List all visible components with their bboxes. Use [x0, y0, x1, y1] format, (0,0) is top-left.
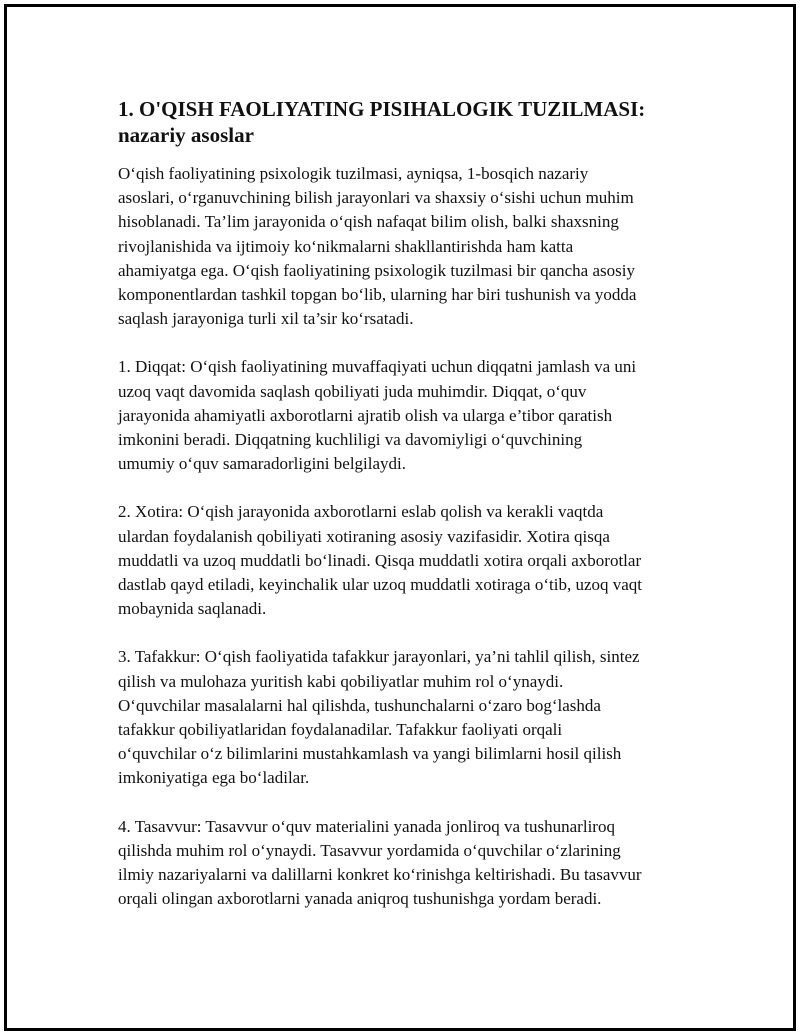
text-line: qilishda muhim rol o‘ynaydi. Tasavvur yordamida o‘quvchilar o‘zlarining — [118, 840, 621, 860]
text-line: muddatli va uzoq muddatli bo‘linadi. Qisqa muddatli xotira orqali axborotlar — [118, 550, 642, 570]
paragraph-tasavvur — [118, 815, 690, 912]
text-line: saqlash jarayoniga turli xil ta’sir ko‘rsatadi. — [118, 309, 414, 329]
text-line: mobaynida saqlanadi. — [118, 599, 267, 619]
text-line: umumiy o‘quv samaradorligini belgilaydi. — [118, 454, 407, 474]
text-line: tafakkur qobiliyatlaridan foydalanadilar. Tafakkur faoliyati orqali — [118, 720, 563, 740]
text-line: asoslari, o‘rganuvchining bilish jarayonlari va shaxsiy o‘sishi uchun muhim — [118, 188, 634, 208]
text-line: ilmiy nazariyalarni va dalillarni konkret ko‘rinishga keltirishadi. Bu tasavvur — [118, 865, 642, 885]
text-line: komponentlardan tashkil topgan bo‘lib, ularning har biri tushunish va yodda — [118, 285, 637, 305]
text-line: ahamiyatga ega. O‘qish faoliyatining psixologik tuzilmasi bir qancha asosiy — [118, 260, 635, 280]
text-line: O‘qish faoliyatining psixologik tuzilmasi, ayniqsa, 1-bosqich nazariy — [118, 164, 589, 183]
text-line: 1. Diqqat: O‘qish faoliyatining muvaffaqiyati uchun diqqatni jamlash va uni — [118, 357, 637, 377]
document-body — [118, 96, 690, 935]
text-line: 4. Tasavvur: Tasavvur o‘quv materialini yanada jonliroq va tushunarliroq — [118, 816, 615, 836]
text-line: imkonini beradi. Diqqatning kuchliligi va davomiyligi o‘quvchining — [118, 430, 583, 450]
paragraph-xotira — [118, 500, 690, 621]
text-line: ulardan foydalanish qobiliyati xotiraning asosiy vazifasidir. Xotira qisqa — [118, 526, 610, 546]
text-line: imkoniyatiga ega bo‘ladilar. — [118, 768, 310, 788]
text-line: 3. Tafakkur: O‘qish faoliyatida tafakkur jarayonlari, ya’ni tahlil qilish, sintez — [118, 647, 640, 667]
title-line: nazariy asoslar — [118, 123, 254, 147]
text-line: o‘quvchilar o‘z bilimlarini mustahkamlash va yangi bilimlarni hosil qilish — [118, 744, 622, 764]
text-line: orqali olingan axborotlarni yanada aniqroq tushunishga yordam beradi. — [118, 889, 602, 909]
title-line: 1. O'QISH FAOLIYATING PISIHALOGIK TUZILMASI: — [118, 97, 646, 121]
paragraph-diqqat — [118, 355, 690, 476]
text-line: dastlab qayd etiladi, keyinchalik ular uzoq muddatli xotiraga o‘tib, uzoq vaqt — [118, 575, 643, 595]
paragraph-tafakkur — [118, 645, 690, 790]
paragraph-intro — [118, 162, 690, 331]
text-line: hisoblanadi. Ta’lim jarayonida o‘qish nafaqat bilim olish, balki shaxsning — [118, 212, 619, 232]
text-line: qilish va mulohaza yuritish kabi qobiliyatlar muhim rol o‘ynaydi. — [118, 671, 564, 691]
text-line: 2. Xotira: O‘qish jarayonida axborotlarni eslab qolish va kerakli vaqtda — [118, 502, 604, 522]
text-line: rivojlanishida va ijtimoiy ko‘nikmalarni shakllantirishda ham katta — [118, 236, 574, 256]
text-line: O‘quvchilar masalalarni hal qilishda, tushunchalarni o‘zaro bog‘lashda — [118, 695, 601, 715]
text-line: uzoq vaqt davomida saqlash qobiliyati juda muhimdir. Diqqat, o‘quv — [118, 381, 587, 401]
text-line: jarayonida ahamiyatli axborotlarni ajratib olish va ularga e’tibor qaratish — [118, 405, 613, 425]
document-title — [118, 96, 690, 148]
